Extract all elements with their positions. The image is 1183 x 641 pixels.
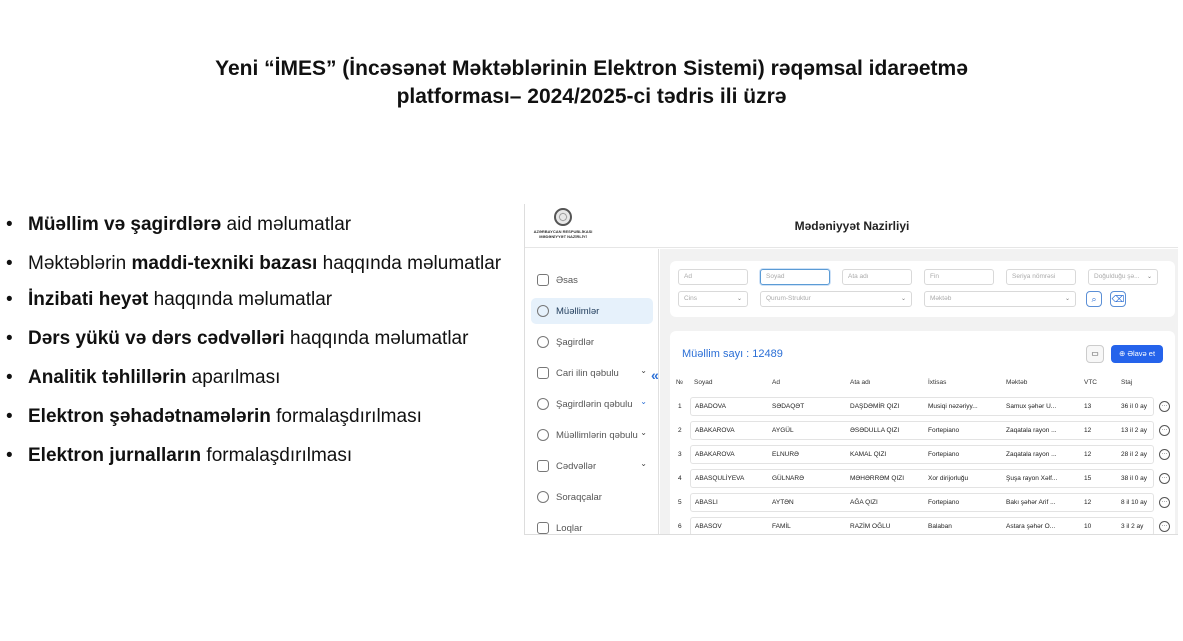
teacher-count: Müəllim sayı : 12489: [682, 348, 783, 360]
chevron-down-icon: ⌄: [640, 397, 647, 406]
print-icon: ▭: [1091, 349, 1099, 358]
more-options-icon[interactable]: ···: [1159, 473, 1170, 484]
more-options-icon[interactable]: ···: [1159, 521, 1170, 532]
search-icon: ⌕: [1091, 294, 1097, 304]
sidebar-item-muellimlerin-qebulu[interactable]: Müəllimlərin qəbulu ⌄: [531, 422, 653, 448]
clear-filter-icon: ⌫: [1111, 294, 1125, 304]
print-button[interactable]: [1086, 345, 1104, 363]
fin-filter-input[interactable]: Fin: [924, 269, 994, 285]
chevron-down-icon: ⌄: [1064, 296, 1070, 302]
father-name-filter-input[interactable]: Ata adı: [842, 269, 912, 285]
feature-item: • Müəllim və şagirdlərə aid məlumatlar: [6, 214, 352, 235]
table-row[interactable]: 5 ABASLI AYTƏN AĞA QIZI Fortepiano Bakı şəhər Arif ... 12 8 il 10 ay ···: [670, 493, 1175, 513]
plus-circle-icon: ⊕: [1118, 349, 1128, 358]
organization-filter-select[interactable]: Qurum-Struktur ⌄: [760, 291, 912, 307]
sidebar-item-soraqcalar[interactable]: Soraqçalar: [531, 484, 653, 510]
feature-item: • İnzibati heyət haqqında məlumatlar: [6, 289, 333, 310]
slide-title-line-2: platforması– 2024/2025-ci tədris ili üzrə: [396, 85, 787, 108]
table-row[interactable]: 4 ABASQULİYEVA GÜLNARƏ MƏHƏRRƏM QIZI Xor dirijorluğu Şuşa rayon Xəlf... 15 38 il 0 ay ···: [670, 469, 1175, 489]
sidebar-item-cedveller[interactable]: Cədvəllər ⌄: [531, 453, 653, 479]
sidebar-item-sagirdlerin-qebulu[interactable]: Şagirdlərin qəbulu ⌄: [531, 391, 653, 417]
students-icon: [537, 336, 549, 348]
column-header-ixtisas[interactable]: İxtisas: [928, 379, 947, 386]
column-header-no: №: [676, 379, 683, 386]
column-header-ata-adi[interactable]: Ata adı: [850, 379, 871, 386]
column-header-vtc[interactable]: VTC: [1084, 379, 1097, 386]
chevron-down-icon: ⌄: [640, 428, 647, 437]
more-options-icon[interactable]: ···: [1159, 425, 1170, 436]
clear-filter-button[interactable]: [1110, 291, 1126, 307]
collapse-sidebar-icon[interactable]: «: [651, 367, 659, 383]
more-options-icon[interactable]: ···: [1159, 497, 1170, 508]
search-button[interactable]: [1086, 291, 1102, 307]
table-row[interactable]: 1 ABADOVA SƏDAQƏT DAŞDƏMİR QIZI Musiqi nəzəriyy... Samux şəhər U... 13 36 il 0 ay ···: [670, 397, 1175, 417]
chevron-down-icon: ⌄: [640, 459, 647, 468]
sidebar: [525, 249, 659, 535]
chevron-down-icon: ⌄: [640, 366, 647, 375]
sidebar-item-muellimler[interactable]: Müəllimlər: [531, 298, 653, 324]
directory-icon: [537, 491, 549, 503]
logo-text-1: AZƏRBAYCAN RESPUBLİKASI: [533, 229, 593, 234]
sidebar-item-esas[interactable]: Əsas: [531, 267, 653, 293]
feature-item: • Dərs yükü və dərs cədvəlləri haqqında məlumatlar: [6, 328, 469, 349]
feature-item: • Analitik təhlillərin aparılması: [6, 367, 281, 388]
slide-title: [0, 55, 1183, 111]
birthplace-filter-select[interactable]: Doğulduğu şə... ⌄: [1088, 269, 1158, 285]
app-title: Mədəniyyət Nazirliyi: [794, 219, 910, 233]
student-admission-icon: [537, 398, 549, 410]
column-header-mektab[interactable]: Məktəb: [1006, 379, 1028, 386]
more-options-icon[interactable]: ···: [1159, 401, 1170, 412]
feature-item: • Elektron şəhadətnamələrin formalaşdırılması: [6, 406, 422, 427]
column-header-ad[interactable]: Ad: [772, 379, 780, 386]
sidebar-item-cari-ilin-qebulu[interactable]: Cari ilin qəbulu ⌄: [531, 360, 653, 386]
school-filter-select[interactable]: Məktəb ⌄: [924, 291, 1076, 307]
logs-icon: [537, 522, 549, 534]
column-header-staj[interactable]: Staj: [1121, 379, 1133, 386]
filter-panel: [670, 261, 1175, 317]
table-row[interactable]: 2 ABAKAROVA AYGÜL ƏSƏDULLA QIZI Fortepiano Zaqatala rayon ... 12 13 il 2 ay ···: [670, 421, 1175, 441]
chevron-down-icon: ⌄: [1146, 274, 1152, 280]
more-options-icon[interactable]: ···: [1159, 449, 1170, 460]
table-icon: [537, 460, 549, 472]
sidebar-item-loqlar[interactable]: Loqlar: [531, 515, 653, 535]
chevron-down-icon: ⌄: [900, 296, 906, 302]
surname-filter-input[interactable]: Soyad: [760, 269, 830, 285]
add-teacher-button[interactable]: ⊕ Əlavə et: [1111, 345, 1163, 363]
app-screenshot: [524, 204, 1178, 535]
calendar-icon: [537, 367, 549, 379]
app-header: [525, 204, 1178, 248]
table-header: [670, 377, 1175, 391]
sidebar-item-sagirdler[interactable]: Şagirdlər: [531, 329, 653, 355]
logo-text-2: MƏDƏNİYYƏT NAZİRLİYİ: [539, 234, 587, 239]
table-row[interactable]: 3 ABAKAROVA ELNURƏ KAMAL QIZI Fortepiano Zaqatala rayon ... 12 28 il 2 ay ···: [670, 445, 1175, 465]
feature-list: [6, 212, 526, 482]
column-header-soyad[interactable]: Soyad: [694, 379, 713, 386]
home-icon: [537, 274, 549, 286]
table-row[interactable]: 6 ABASOV FAMİL RAZİM OĞLU Balaban Astara şəhər O... 10 3 il 2 ay ···: [670, 517, 1175, 535]
slide-title-line-1: Yeni “İMES” (İncəsənət Məktəblərinin Elektron Sistemi) rəqəmsal idarəetmə: [215, 57, 968, 80]
chevron-down-icon: ⌄: [736, 296, 742, 302]
teacher-admission-icon: [537, 429, 549, 441]
serial-number-filter-input[interactable]: Seriya nömrəsi: [1006, 269, 1076, 285]
users-icon: [537, 305, 549, 317]
teachers-table-panel: [670, 331, 1175, 535]
gender-filter-select[interactable]: Cins ⌄: [678, 291, 748, 307]
feature-item: • Məktəblərin maddi-texniki bazası haqqında məlumatlar: [6, 253, 502, 274]
feature-item: • Elektron jurnalların formalaşdırılması: [6, 445, 353, 466]
main-content: [660, 249, 1178, 535]
name-filter-input[interactable]: Ad: [678, 269, 748, 285]
